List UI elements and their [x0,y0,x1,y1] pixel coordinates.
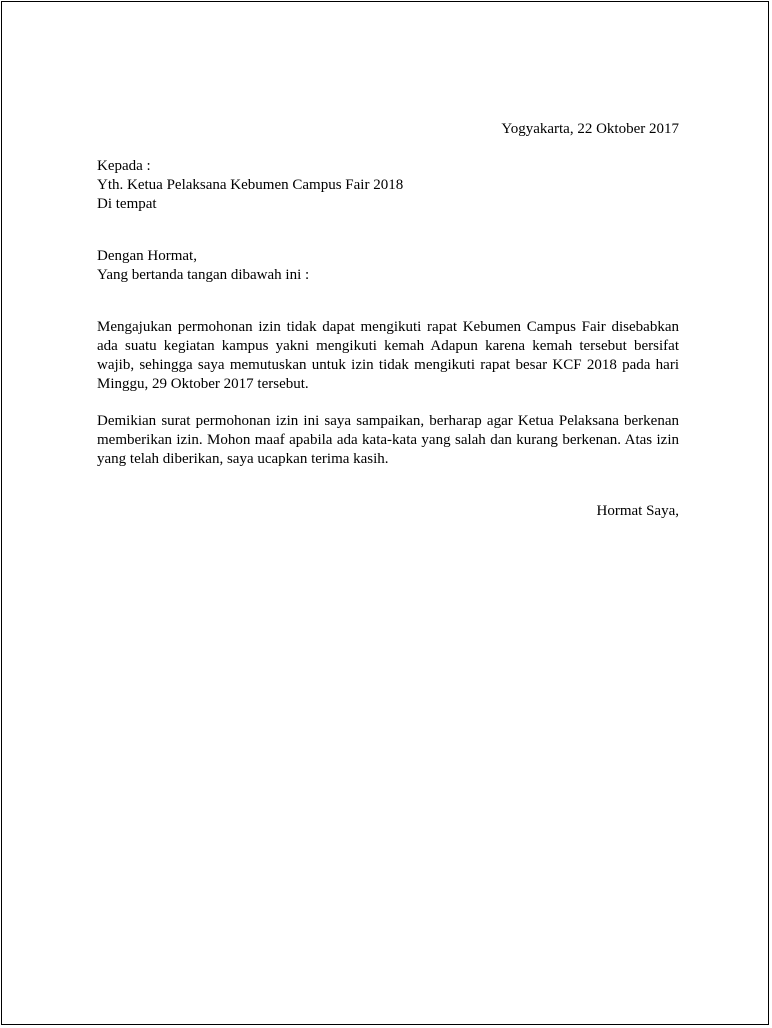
addressee-recipient: Yth. Ketua Pelaksana Kebumen Campus Fair 2018 [97,177,404,193]
signer-intro: Yang bertanda tangan dibawah ini : [97,267,310,283]
greeting-block [97,247,679,285]
body-paragraph-closing-remarks: Demikian surat permohonan izin ini saya sampaikan, berharap agar Ketua Pelaksana berkenan memberikan izin. Mohon maaf apabila ada kata-kata yang salah dan kurang berkenan. Atas izin yang telah diberikan, saya ucapkan terima kasih. [97,413,679,467]
closing-signoff: Hormat Saya, [596,503,679,519]
letter-page [1,1,769,1025]
body-paragraph-request: Mengajukan permohonan izin tidak dapat mengikuti rapat Kebumen Campus Fair disebabkan ada suatu kegiatan kampus yakni mengikuti kemah Adapun karena kemah tersebut bersifat wajib, sehingga saya memutuskan untuk izin tidak mengikuti rapat besar KCF 2018 pada hari Minggu, 29 Oktober 2017 tersebut. [97,319,679,392]
addressee-block [97,157,679,214]
salutation: Dengan Hormat, [97,248,197,264]
addressee-label: Kepada : [97,158,151,174]
letter-content [97,120,679,521]
closing-block [97,502,679,521]
letter-date: Yogyakarta, 22 Oktober 2017 [501,121,679,137]
addressee-location: Di tempat [97,196,157,212]
